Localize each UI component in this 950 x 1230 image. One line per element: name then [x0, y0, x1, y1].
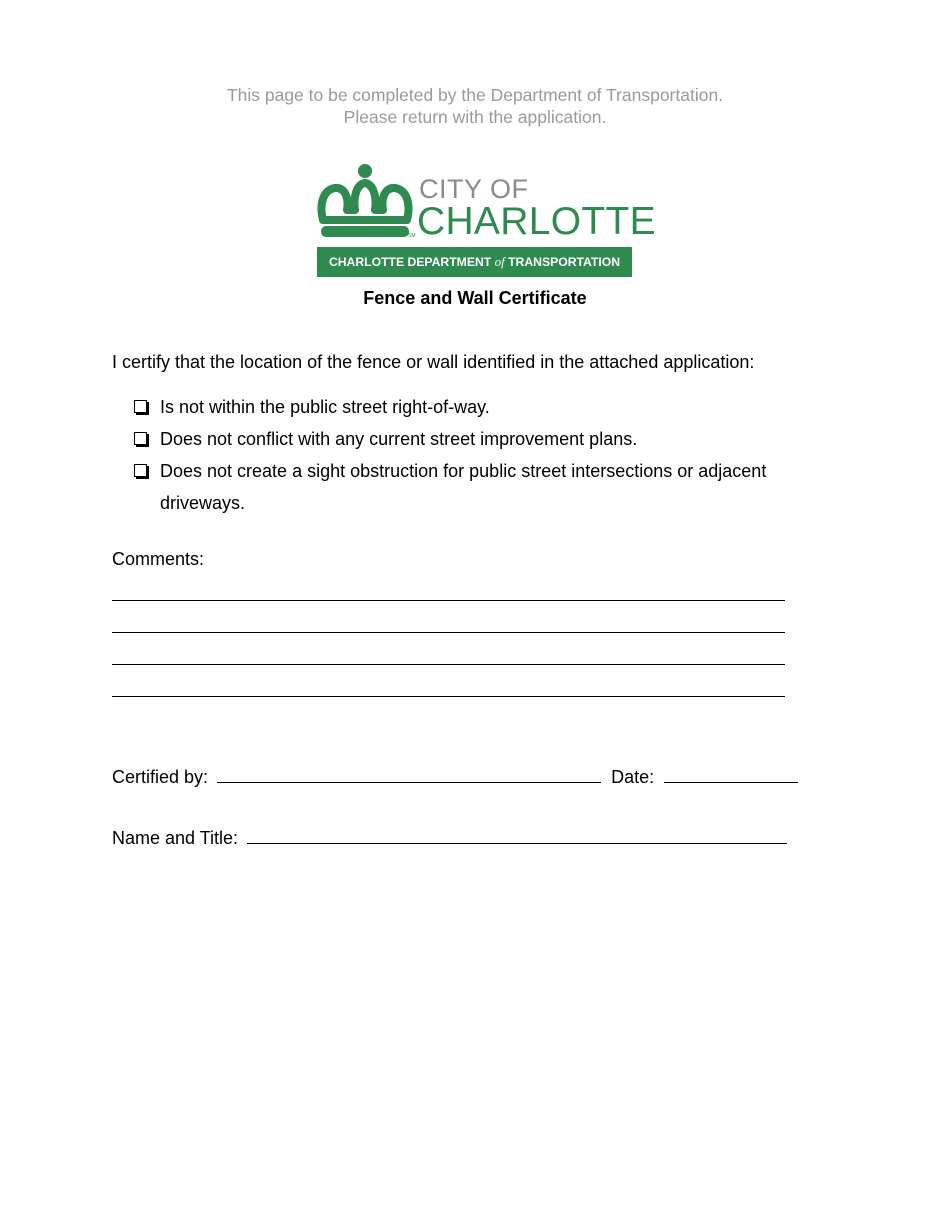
certified-by-label: Certified by:	[112, 767, 209, 787]
crown-icon	[317, 162, 417, 240]
certification-checklist	[132, 391, 812, 519]
completion-notice	[0, 84, 950, 128]
logo-city-of: CITY OF	[419, 174, 529, 204]
name-title-row	[112, 828, 787, 849]
checklist-item-label: Does not conflict with any current street improvement plans.	[160, 429, 638, 449]
comment-line[interactable]	[112, 600, 785, 601]
certification-intro: I certify that the location of the fence or wall identified in the attached application:	[112, 352, 755, 372]
notice-line-2: Please return with the application.	[343, 107, 607, 127]
comment-line[interactable]	[112, 664, 785, 665]
page-title: Fence and Wall Certificate	[363, 288, 587, 308]
checklist-item-label: Is not within the public street right-of-way.	[160, 397, 490, 417]
city-of-charlotte-logo	[317, 160, 656, 278]
checkbox[interactable]	[134, 400, 147, 413]
banner-of-text: of	[494, 254, 505, 269]
date-line[interactable]	[664, 782, 798, 783]
checklist-item	[132, 455, 812, 519]
logo-department-banner	[317, 247, 632, 277]
notice-line-1: This page to be completed by the Department of Transportation.	[226, 85, 724, 105]
service-mark: SM	[408, 233, 416, 239]
logo-charlotte: CHARLOTTE	[417, 200, 656, 243]
comment-line[interactable]	[112, 696, 785, 697]
name-title-label: Name and Title:	[112, 828, 239, 848]
name-title-line[interactable]	[247, 843, 787, 844]
banner-right-text: TRANSPORTATION	[508, 255, 621, 269]
checkbox[interactable]	[134, 432, 147, 445]
checkbox[interactable]	[134, 464, 147, 477]
date-label: Date:	[611, 767, 655, 787]
checklist-item	[132, 391, 812, 423]
comment-line[interactable]	[112, 632, 785, 633]
banner-left-text: CHARLOTTE DEPARTMENT	[328, 255, 492, 269]
checklist-item-label: Does not create a sight obstruction for public street intersections or adjacent driveways.	[160, 461, 767, 513]
certified-by-signature-line[interactable]	[217, 782, 601, 783]
certified-by-row	[112, 767, 798, 788]
checklist-item	[132, 423, 812, 455]
comments-label: Comments:	[112, 549, 205, 569]
